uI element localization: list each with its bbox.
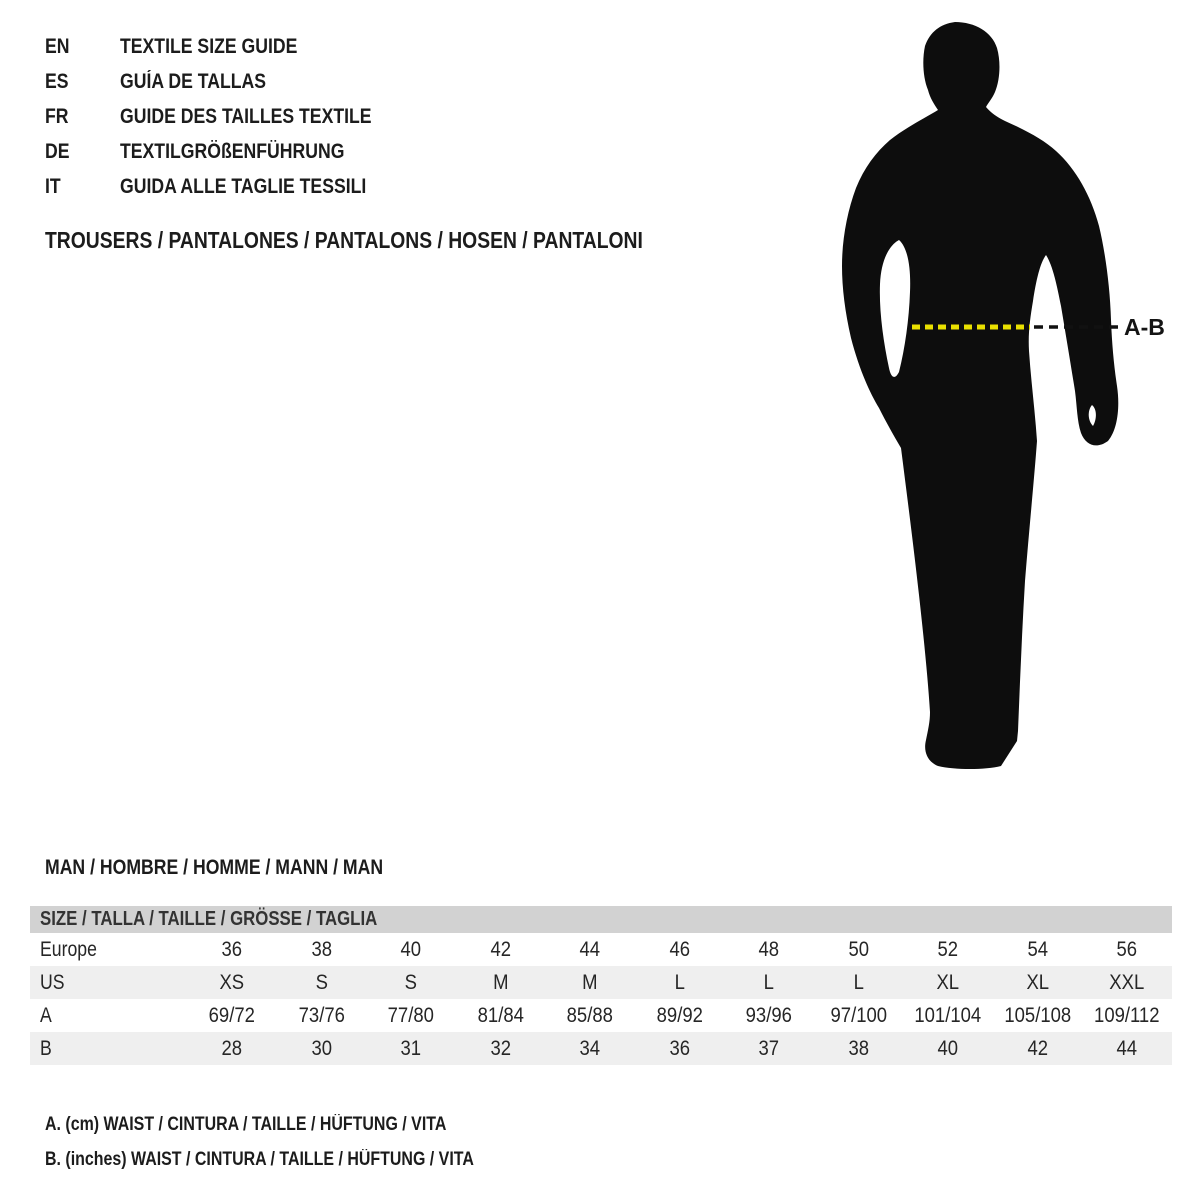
language-title: GUIDE DES TAILLES TEXTILE: [120, 105, 372, 128]
size-cell: 93/96: [745, 1003, 793, 1027]
size-cell: 50: [848, 937, 869, 961]
size-cell: XXL: [1109, 970, 1145, 994]
language-title: TEXTILGRÖßENFÜHRUNG: [120, 140, 345, 163]
size-cell: S: [404, 970, 418, 994]
size-cell: XL: [1026, 970, 1049, 994]
size-cell: L: [853, 970, 864, 994]
language-list: [45, 29, 419, 204]
size-cell: 42: [490, 937, 511, 961]
size-cell: 52: [937, 937, 959, 961]
size-cell: S: [315, 970, 328, 994]
size-cell: 36: [221, 937, 243, 961]
language-row: [45, 99, 419, 134]
language-row: [45, 64, 419, 99]
footnote-b: B. (inches) WAIST / CINTURA / TAILLE / HÜFTUNG / VITA: [45, 1149, 474, 1170]
table-row-europe: [30, 933, 1172, 966]
language-code: IT: [45, 175, 61, 198]
language-code: FR: [45, 105, 69, 128]
man-silhouette-figure: [820, 15, 1170, 775]
size-cell: 28: [221, 1036, 243, 1060]
size-table-header: [30, 906, 1172, 933]
row-label: US: [40, 970, 65, 994]
category-title: TROUSERS / PANTALONES / PANTALONS / HOSEN / PANTALONI: [45, 227, 643, 253]
language-code: EN: [45, 35, 70, 58]
language-code: DE: [45, 140, 70, 163]
size-table-header-label: SIZE / TALLA / TAILLE / GRÖSSE / TAGLIA: [40, 908, 378, 930]
size-cell: 44: [579, 937, 601, 961]
language-row: [45, 134, 419, 169]
size-cell: 38: [311, 937, 332, 961]
size-cell: M: [492, 970, 509, 994]
language-title: TEXTILE SIZE GUIDE: [120, 35, 298, 58]
size-cell: 69/72: [208, 1003, 255, 1027]
man-silhouette: [842, 22, 1118, 769]
size-cell: 40: [400, 937, 422, 961]
language-code: ES: [45, 70, 69, 93]
size-cell: L: [763, 970, 775, 994]
size-cell: 34: [579, 1036, 601, 1060]
size-cell: 109/112: [1094, 1003, 1160, 1027]
size-cell: 54: [1027, 937, 1048, 961]
size-cell: 89/92: [656, 1003, 703, 1027]
size-table: [30, 906, 1172, 1065]
size-cell: 44: [1116, 1036, 1138, 1060]
size-cell: 73/76: [298, 1003, 345, 1027]
table-row-a-cm: [30, 999, 1172, 1032]
size-cell: 105/108: [1004, 1003, 1072, 1027]
size-cell: 31: [400, 1036, 422, 1060]
footnotes: [45, 1112, 556, 1182]
language-title: GUÍA DE TALLAS: [120, 70, 267, 93]
size-cell: 40: [937, 1036, 959, 1060]
table-row-b-inches: [30, 1032, 1172, 1065]
section-title: MAN / HOMBRE / HOMME / MANN / MAN: [45, 856, 384, 879]
size-cell: 101/104: [914, 1003, 982, 1027]
size-cell: 81/84: [477, 1003, 524, 1027]
size-cell: XS: [219, 970, 245, 994]
size-cell: 97/100: [830, 1003, 887, 1027]
language-row: [45, 169, 419, 204]
size-cell: M: [582, 970, 598, 994]
size-cell: 56: [1116, 937, 1138, 961]
size-cell: 46: [669, 937, 690, 961]
size-cell: XL: [936, 970, 960, 994]
size-cell: 37: [758, 1036, 780, 1060]
size-cell: 77/80: [387, 1003, 434, 1027]
language-row: [45, 29, 419, 64]
row-label: B: [40, 1036, 52, 1060]
size-cell: 85/88: [566, 1003, 614, 1027]
language-title: GUIDA ALLE TAGLIE TESSILI: [120, 175, 367, 198]
size-cell: 38: [848, 1036, 869, 1060]
footnote-a: A. (cm) WAIST / CINTURA / TAILLE / HÜFTUNG / VITA: [45, 1114, 447, 1135]
size-cell: L: [674, 970, 685, 994]
measure-label: A-B: [1124, 314, 1165, 340]
row-label: Europe: [40, 937, 97, 961]
size-cell: 36: [669, 1036, 690, 1060]
size-cell: 32: [490, 1036, 511, 1060]
size-cell: 48: [758, 937, 780, 961]
size-cell: 30: [311, 1036, 332, 1060]
table-row-us: [30, 966, 1172, 999]
size-cell: 42: [1027, 1036, 1048, 1060]
row-label: A: [40, 1003, 52, 1027]
